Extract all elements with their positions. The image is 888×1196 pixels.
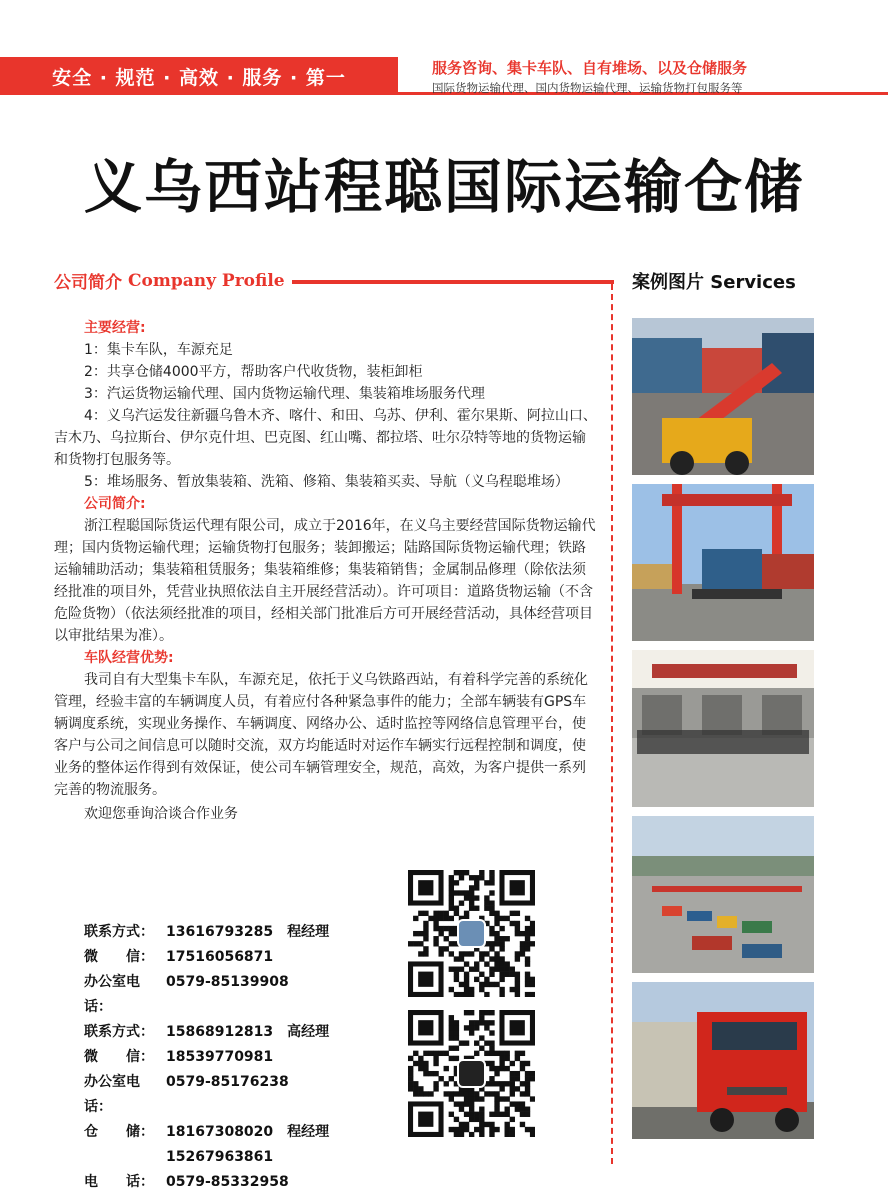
slogan-banner: 安全 · 规范 · 高效 · 服务 · 第一 [0, 57, 398, 95]
intro-heading: 公司简介: [84, 496, 146, 512]
qr-code-contact[interactable] [408, 870, 535, 997]
contact-row [84, 920, 329, 945]
case-photo-container-yard [632, 816, 814, 973]
contact-row [84, 1145, 329, 1170]
contact-row [84, 1020, 329, 1045]
contact-name: 高经理 [287, 1024, 330, 1040]
contact-label: 联系方式： [84, 924, 154, 940]
section-heading [54, 268, 285, 293]
contact-row [84, 1070, 329, 1120]
qr-code-wechat[interactable] [408, 1010, 535, 1137]
column-divider [611, 284, 613, 1164]
contact-value: 18539770981 [166, 1049, 274, 1065]
welcome-text: 欢迎您垂询洽谈合作业务 [84, 806, 238, 822]
services-main: 服务咨询、集卡车队、自有堆场、以及仓储服务 [432, 59, 748, 77]
contact-label [84, 1145, 166, 1170]
contact-label: 仓 储： [84, 1124, 154, 1140]
case-photo-gantry-crane [632, 484, 814, 641]
case-photo-warehouse [632, 650, 814, 807]
contact-label: 联系方式： [84, 1024, 154, 1040]
contact-label: 微 信： [84, 949, 154, 965]
heading-underline [292, 280, 614, 284]
contact-label: 微 信： [84, 1049, 154, 1065]
intro-text: 浙江程聪国际货运代理有限公司，成立于2016年，在义乌主要经营国际货物运输代理；国内货物运输代理；运输货物打包服务；装卸搬运；陆路国际货物运输代理；铁路运输辅助活动；集装箱租赁服务；集装箱维修；集装箱销售；金属制品修理（除依法须经批准的项目外，凭营业执照依法自主开展经营活动）。许可项目：道路货物运输（不含危险货物）（依法须经批准的项目，经相关部门批准后方可开展经营活动，具体经营项目以审批结果为准）。 [54, 518, 596, 644]
section-heading-cn: 公司简介 [54, 273, 122, 293]
contact-name: 程经理 [287, 924, 330, 940]
services-sub: 国际货物运输代理、国内货物运输代理、运输货物打包服务等 [432, 81, 743, 95]
contact-value: 15267963861 [166, 1149, 274, 1165]
business-item: 1：集卡车队，车源充足 [84, 342, 233, 358]
fleet-heading: 车队经营优势: [84, 650, 174, 666]
business-heading: 主要经营: [84, 320, 146, 336]
qr-code-icon [408, 870, 535, 997]
case-photo-truck [632, 982, 814, 1139]
contact-list [84, 920, 329, 1195]
contact-value: 15868912813 [166, 1024, 274, 1040]
page-title: 义乌西站程聪国际运输仓储 [83, 153, 804, 221]
contact-value: 0579-85139908 [166, 974, 289, 990]
contact-value: 13616793285 [166, 924, 274, 940]
wechat-qr-icon [408, 1010, 535, 1137]
business-item: 2：共享仓储4000平方，帮助客户代收货物，装柜卸柜 [84, 364, 423, 380]
contact-row [84, 945, 329, 970]
business-item: 4：义乌汽运发往新疆乌鲁木齐、喀什、和田、乌苏、伊利、霍尔果斯、阿拉山口、吉木乃、乌拉斯台、伊尔克什坦、巴克图、红山嘴、都拉塔、吐尔尕特等地的货物运输和货物打包服务等。 [54, 408, 597, 468]
contact-value: 0579-85332958 [166, 1174, 289, 1190]
contact-row [84, 1170, 329, 1195]
contact-row [84, 1120, 329, 1145]
contact-value: 17516056871 [166, 949, 274, 965]
contact-label: 办公室电话： [84, 1074, 140, 1115]
contact-label: 电 话： [84, 1174, 154, 1190]
fleet-text: 我司自有大型集卡车队，车源充足，依托于义乌铁路西站，有着科学完善的系统化管理，经验丰富的车辆调度人员，有着应付各种紧急事件的能力；全部车辆装有GPS车辆调度系统，实现业务操作、车辆调度、网络办公、适时监控等网络信息管理平台，使客户与公司之间信息可以随时交流，双方均能适时对运作车辆实行远程控制和调度，使业务的整体运作得到有效保证，使公司车辆管理安全，规范，高效，为客户提供一系列完善的物流服务。 [54, 672, 588, 798]
contact-value: 18167308020 [166, 1124, 274, 1140]
section-heading-en: Company Profile [128, 270, 285, 291]
case-photo-reach-stacker [632, 318, 814, 475]
business-item: 5：堆场服务、暂放集装箱、洗箱、修箱、集装箱买卖、导航（义乌程聪堆场） [84, 474, 569, 490]
contact-name: 程经理 [287, 1124, 330, 1140]
cases-heading: 案例图片 Services [632, 272, 796, 293]
contact-row [84, 970, 329, 1020]
business-item: 3：汽运货物运输代理、国内货物运输代理、集装箱堆场服务代理 [84, 386, 485, 402]
contact-value: 0579-85176238 [166, 1074, 289, 1090]
contact-row [84, 1045, 329, 1070]
profile-content [54, 317, 599, 825]
contact-label: 办公室电话： [84, 974, 140, 1015]
